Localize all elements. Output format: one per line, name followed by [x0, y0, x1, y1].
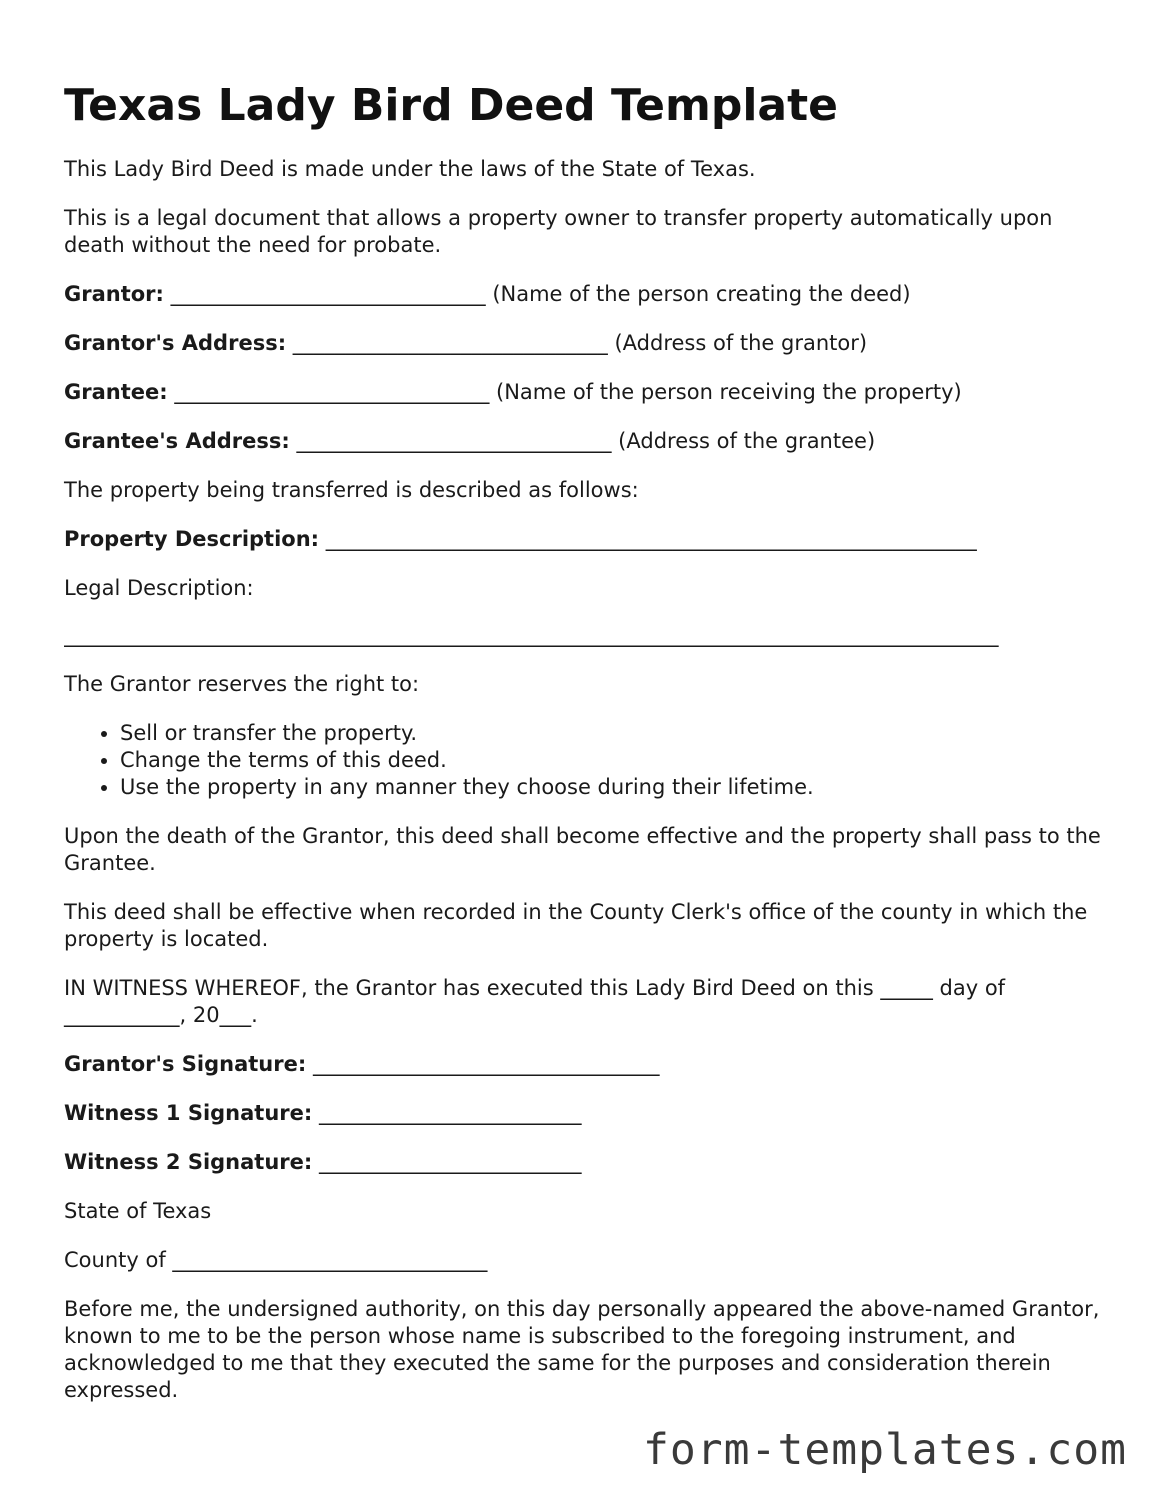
property-description-field — [64, 526, 1114, 553]
intro-paragraph: This Lady Bird Deed is made under the laws of the State of Texas. — [64, 157, 756, 181]
list-item: • Change the terms of this deed. — [120, 747, 1114, 774]
effective-death-paragraph: Upon the death of the Grantor, this deed shall become effective and the property shall pass to the Grantee. — [64, 824, 1101, 875]
grantee-label: Grantee: — [64, 380, 168, 404]
watermark: form-templates.com — [643, 1425, 1127, 1475]
county-label: County of — [64, 1248, 166, 1272]
grantee-address-label: Grantee's Address: — [64, 429, 290, 453]
county-blank[interactable]: ______________________________ — [172, 1248, 488, 1272]
state-line: State of Texas — [64, 1199, 212, 1223]
legal-description-label: Legal Description: — [64, 576, 254, 600]
grantor-address-hint: (Address of the grantor) — [614, 331, 868, 355]
grantee-hint: (Name of the person receiving the property) — [496, 380, 962, 404]
grantee-address-field — [64, 428, 1114, 455]
witness1-signature-blank[interactable]: _________________________ — [318, 1101, 582, 1125]
witness1-signature-field — [64, 1100, 1114, 1127]
list-item: • Use the property in any manner they choose during their lifetime. — [120, 774, 1114, 801]
grantor-address-label: Grantor's Address: — [64, 331, 287, 355]
property-intro: The property being transferred is described as follows: — [64, 478, 639, 502]
grantee-address-blank[interactable]: ______________________________ — [296, 429, 612, 453]
legal-description-blank[interactable]: _________________________________________________________________________________________ — [64, 623, 999, 647]
rights-intro: The Grantor reserves the right to: — [64, 672, 420, 696]
list-item: • Sell or transfer the property. — [120, 720, 1114, 747]
grantee-address-hint: (Address of the grantee) — [618, 429, 876, 453]
county-field — [64, 1247, 1114, 1274]
witness2-signature-blank[interactable]: _________________________ — [318, 1150, 582, 1174]
witness-clause: IN WITNESS WHEREOF, the Grantor has executed this Lady Bird Deed on this _____ day of ___________, 20___. — [64, 976, 1006, 1027]
page-title: Texas Lady Bird Deed Template — [64, 80, 838, 131]
property-description-label: Property Description: — [64, 527, 320, 551]
acknowledgment-paragraph: Before me, the undersigned authority, on this day personally appeared the above-named Grantor, known to me to be the person whose name is subscribed to the foregoing instrument, and acknowledged to me that they executed the same for the purposes and consideration therein expressed. — [64, 1297, 1100, 1402]
witness2-signature-label: Witness 2 Signature: — [64, 1150, 313, 1174]
grantor-address-blank[interactable]: ______________________________ — [292, 331, 608, 355]
rights-list — [64, 720, 1114, 801]
deed-document — [64, 76, 1114, 1426]
grantor-signature-field — [64, 1051, 1114, 1078]
witness1-signature-label: Witness 1 Signature: — [64, 1101, 313, 1125]
grantor-label: Grantor: — [64, 282, 164, 306]
property-description-blank[interactable]: ______________________________________________________________ — [325, 527, 977, 551]
grantor-hint: (Name of the person creating the deed) — [492, 282, 911, 306]
description-paragraph: This is a legal document that allows a property owner to transfer property automatically upon death without the need for probate. — [64, 206, 1053, 257]
grantor-field — [64, 281, 1114, 308]
grantor-blank[interactable]: ______________________________ — [170, 282, 486, 306]
grantee-blank[interactable]: ______________________________ — [174, 380, 490, 404]
grantee-field — [64, 379, 1114, 406]
witness2-signature-field — [64, 1149, 1114, 1176]
grantor-address-field — [64, 330, 1114, 357]
grantor-signature-label: Grantor's Signature: — [64, 1052, 307, 1076]
grantor-signature-blank[interactable]: _________________________________ — [312, 1052, 660, 1076]
effective-record-paragraph: This deed shall be effective when recorded in the County Clerk's office of the county in which the property is located. — [64, 900, 1088, 951]
